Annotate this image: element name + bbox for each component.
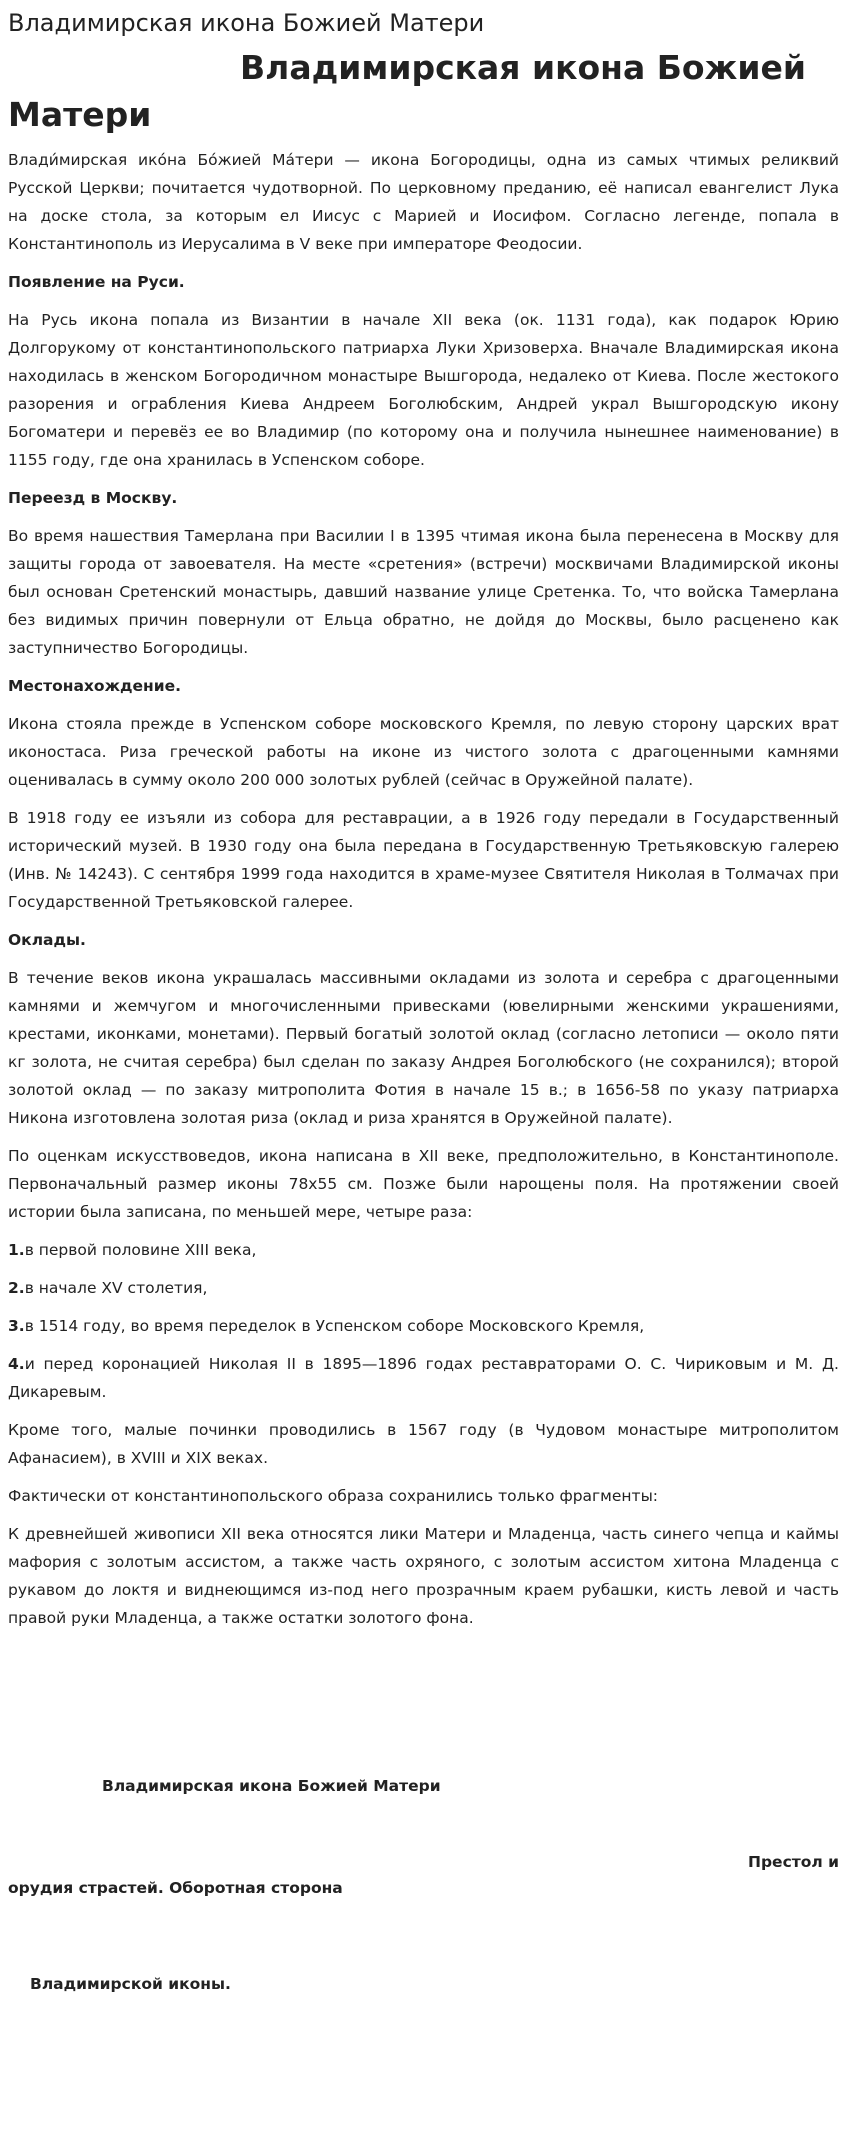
- list-item-number: 4.: [8, 1355, 25, 1373]
- article-title: Владимирская икона Божией Матери: [8, 48, 807, 134]
- list-item-text: в 1514 году, во время переделок в Успенском соборе Московского Кремля,: [24, 1317, 645, 1335]
- list-item-number: 2.: [8, 1279, 25, 1297]
- image-captions: [8, 1642, 839, 2142]
- section-text-oklady-4: Фактически от константинопольского образа сохранились только фрагменты:: [8, 1487, 659, 1505]
- section-text-location-2: В 1918 году ее изъяли из собора для реставрации, а в 1926 году передали в Государственный исторический музей. В 1930 году она была передана в Государственную Третьяковскую галерею (Инв. № 14243). С сентября 1999 года находится в храме-музее Святителя Николая в Толмачах при Государственной Третьяковской галерее.: [8, 809, 839, 911]
- list-item: [8, 1274, 839, 1302]
- section-text-oklady-3: Кроме того, малые починки проводились в 1567 году (в Чудовом монастыре митрополитом Афанасием), в XVIII и XIX веках.: [8, 1421, 839, 1467]
- reverse-caption-part-3: Владимирской иконы.: [30, 1975, 231, 1993]
- reverse-caption-part-1: Престол и: [747, 1853, 839, 1871]
- section-text-oklady-2: По оценкам искусствоведов, икона написана в XII веке, предположительно, в Константинополе. Первоначальный размер иконы 78x55 см. Позже были нарощены поля. На протяжении своей истории была записана, по меньшей мере, четыре раза:: [8, 1147, 839, 1221]
- intro-paragraph: Влади́мирская ико́на Бо́жией Ма́тери — икона Богородицы, одна из самых чтимых реликвий Русской Церкви; почитается чудотворной. По церковному преданию, её написал евангелист Лука на доске стола, за которым ел Иисус с Марией и Иосифом. Согласно легенде, попала в Константинополь из Иерусалима в V веке при императоре Феодосии.: [8, 151, 839, 253]
- list-item: [8, 1236, 839, 1264]
- list-item-number: 1.: [8, 1241, 25, 1259]
- section-heading-rus: Появление на Руси.: [8, 273, 185, 291]
- section-text-oklady-1: В течение веков икона украшалась массивными окладами из золота и серебра с драгоценными камнями и жемчугом и многочисленными привесками (ювелирными женскими украшениями, крестами, иконками, монетами). Первый богатый золотой оклад (согласно летописи — около пяти кг золота, не считая серебра) был сделан по заказу Андрея Боголюбского (не сохранился); второй золотой оклад — по заказу митрополита Фотия в начале 15 в.; в 1656-58 по указу патриарха Никона изготовлена золотая риза (оклад и риза хранятся в Оружейной палате).: [8, 969, 839, 1127]
- section-text-rus: На Русь икона попала из Византии в начале XII века (ок. 1131 года), как подарок Юрию Долгорукому от константинопольского патриарха Луки Хризоверха. Вначале Владимирская икона находилась в женском Богородичном монастыре Вышгорода, недалеко от Киева. После жестокого разорения и ограбления Киева Андреем Боголюбским, Андрей украл Вышгородскую икону Богоматери и перевёз ее во Владимир (по которому она и получила нынешнее наименование) в 1155 году, где она хранилась в Успенском соборе.: [8, 311, 839, 469]
- page-title: Владимирская икона Божией Матери: [8, 9, 485, 37]
- list-item: [8, 1350, 839, 1406]
- section-text-moscow: Во время нашествия Тамерлана при Василии I в 1395 чтимая икона была перенесена в Москву для защиты города от завоевателя. На месте «сретения» (встречи) москвичами Владимирской иконы был основан Сретенский монастырь, давший название улице Сретенка. То, что войска Тамерлана без видимых причин повернули от Ельца обратно, не дойдя до Москвы, было расценено как заступничество Богородицы.: [8, 527, 839, 657]
- list-item-number: 3.: [8, 1317, 25, 1335]
- list-item-text: в первой половине XIII века,: [24, 1241, 257, 1259]
- icon-caption: Владимирская икона Божией Матери: [102, 1777, 441, 1795]
- section-heading-location: Местонахождение.: [8, 677, 181, 695]
- list-item: [8, 1312, 839, 1340]
- section-text-oklady-5: К древнейшей живописи XII века относятся лики Матери и Младенца, часть синего чепца и каймы мафория с золотым ассистом, а также часть охряного, с золотым ассистом хитона Младенца с рукавом до локтя и виднеющимся из-под него прозрачным краем рубашки, кисть левой и часть правой руки Младенца, а также остатки золотого фона.: [8, 1525, 839, 1627]
- list-item-text: в начале XV столетия,: [24, 1279, 208, 1297]
- article: [0, 8, 847, 2142]
- section-heading-oklady: Оклады.: [8, 931, 86, 949]
- section-text-location-1: Икона стояла прежде в Успенском соборе московского Кремля, по левую сторону царских врат иконостаса. Риза греческой работы на иконе из чистого золота с драгоценными камнями оценивалась в сумму около 200 000 золотых рублей (сейчас в Оружейной палате).: [8, 715, 839, 789]
- reverse-caption-part-2: орудия страстей. Оборотная сторона: [8, 1879, 343, 1897]
- section-heading-moscow: Переезд в Москву.: [8, 489, 178, 507]
- list-item-text: и перед коронацией Николая II в 1895—1896 годах реставраторами О. С. Чириковым и М. Д. Дикаревым.: [8, 1355, 839, 1401]
